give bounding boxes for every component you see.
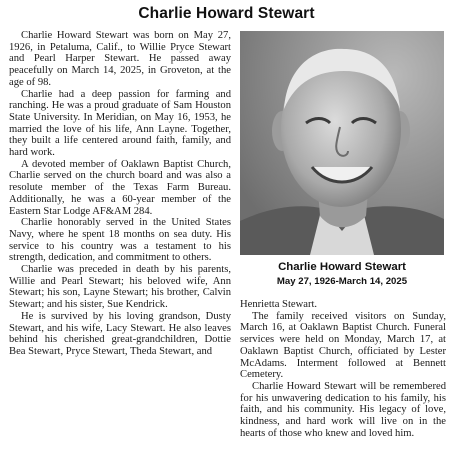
paragraph-life: Charlie had a deep passion for farming and ranching. He was a proud graduate of Sam Houston State University. In Meridian, on May 16, 1953, he married the love of his life, Ann Layne. Together, they built a life centered around faith, family, and hard work. [9, 88, 231, 159]
paragraph-navy: Charlie honorably served in the United States Navy, where he spent 18 months on sea duty. His service to his country was a testament to his strength, dedication, and commitment to others. [9, 217, 231, 264]
paragraph-birth: Charlie Howard Stewart was born on May 27, 1926, in Petaluma, Calif., to Willie Pryce Stewart and Pearl Harper Stewart. He passed away peacefully on March 14, 2025, in Groveton, at the age of 98. [9, 30, 231, 88]
portrait-photo [240, 31, 444, 255]
portrait-photo-icon [240, 31, 444, 255]
obituary-right-column [240, 299, 446, 439]
obituary-headline: Charlie Howard Stewart [138, 5, 315, 22]
paragraph-legacy: Charlie Howard Stewart will be remembered for his unwavering dedication to his family, his faith, and his community. His legacy of love, kindness, and hard work will live on in the hearts of those who knew and loved him. [240, 380, 446, 439]
paragraph-services: The family received visitors on Sunday, March 16, at Oaklawn Baptist Church. Funeral services were held on Monday, March 17, at Oaklawn Baptist Church, officiated by Lester McAdams. Interment followed at Bennett Cemetery. [240, 310, 446, 381]
paragraph-survived-continued: Henrietta Stewart. [240, 299, 318, 310]
obituary-left-column [9, 30, 231, 358]
paragraph-church: A devoted member of Oaklawn Baptist Church, Charlie served on the church board and was also a resolute member of the Texas Farm Bureau. Additionally, he was a 60-year member of the Eastern Star Lodge AF&AM 284. [9, 158, 231, 217]
paragraph-survived: He is survived by his loving grandson, Dusty Stewart, and his wife, Lacy Stewart. He also leaves behind his cherished great-grandchildren, Dottie Bea Stewart, Pryce Stewart, Theda Stewart, and [9, 310, 231, 357]
photo-caption-dates: May 27, 1926-March 14, 2025 [276, 276, 408, 287]
photo-caption-name: Charlie Howard Stewart [278, 261, 406, 273]
paragraph-preceded: Charlie was preceded in death by his parents, Willie and Pearl Stewart; his beloved wife, Ann Stewart; his son, Layne Stewart; his brother, Calvin Stewart; and his sister, Sue Kendrick. [9, 264, 231, 311]
